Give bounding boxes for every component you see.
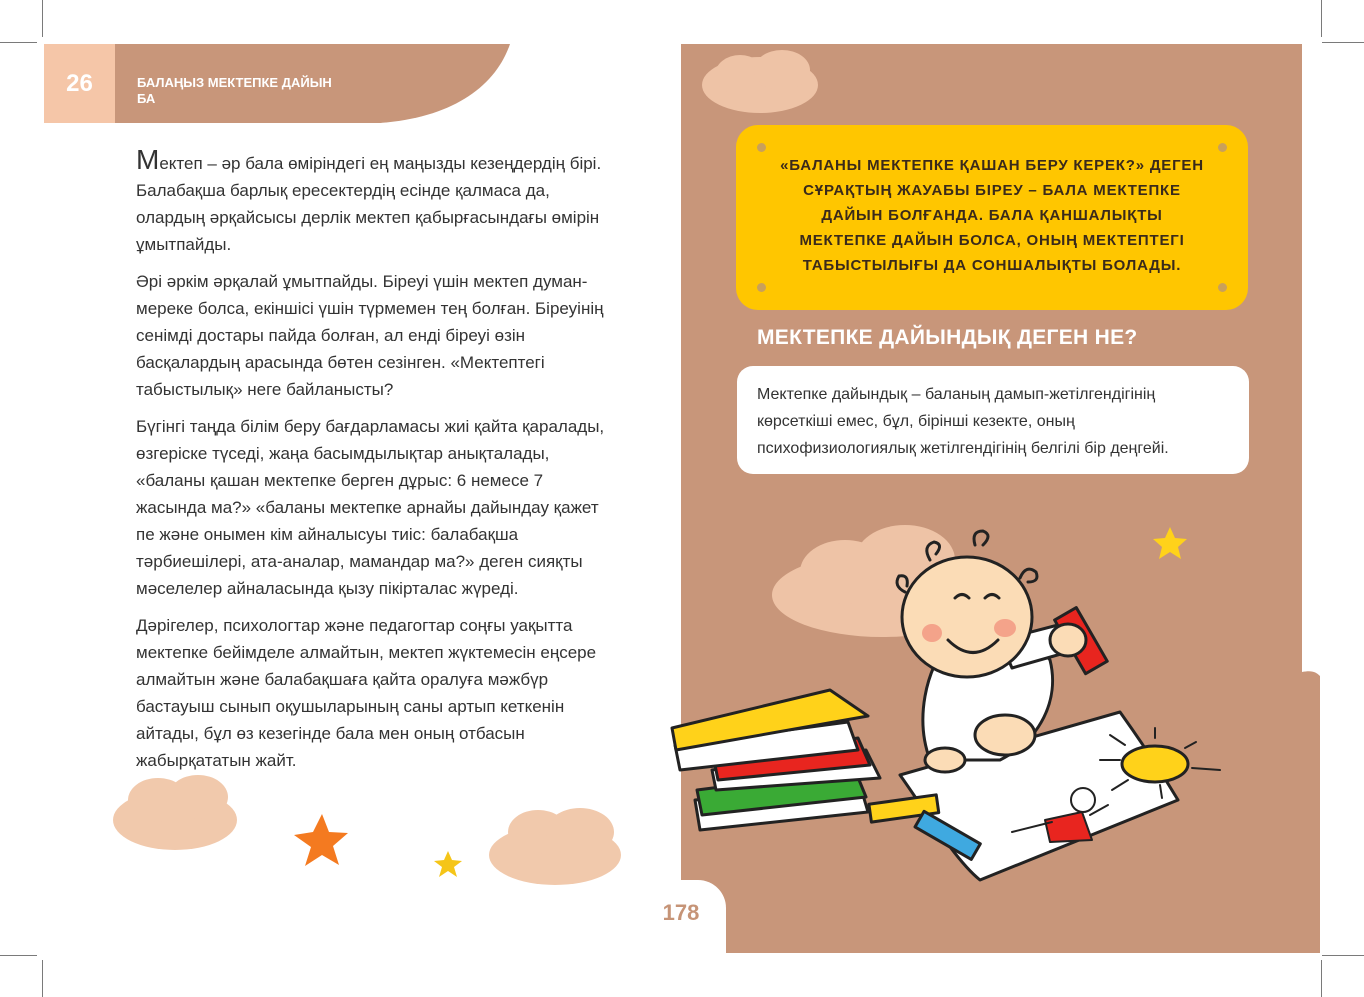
right-page-number: 178 <box>662 900 700 925</box>
rivet-icon <box>1218 283 1227 292</box>
section-heading: МЕКТЕПКЕ ДАЙЫНДЫҚ ДЕГЕН НЕ? <box>757 326 1138 349</box>
cloud-icon <box>489 808 621 885</box>
paragraph: Дәрігелер, психологтар және педагогтар соңғы уақытта мектепке бейімделе алмайтын, мектеп жүктемесін еңсере алмайтын және балабақшаға қайта оралуға мәжбүр бастауыш сынып оқушыларының саны артып кеткенін айтады, бұл өз кезегінде бала мен оның отбасын жабырқататын жайт. <box>136 616 597 770</box>
drop-cap: М <box>136 144 160 175</box>
cloud-icon <box>113 775 237 850</box>
rivet-icon <box>757 283 766 292</box>
paragraph-text: ектеп – әр бала өміріндегі ең маңызды кезеңдердің бірі. Балабақша барлық ересектердің есінде қалмаса да, олардың әрқайсысы дерлік мектеп қабырғасындағы өмірін ұмытпайды. <box>136 154 602 254</box>
star-icon <box>434 851 462 877</box>
rivet-icon <box>757 143 766 152</box>
quote-box <box>736 125 1248 310</box>
paragraph: Бүгінгі таңда білім беру бағдарламасы жиі қайта қаралады, өзгеріске түседі, жаңа басымдылықтар анықталады, «баланы қашан мектепке берген дұрыс: 6 немесе 7 жасында ма?» «баланы мектепке арнайы дайындау қажет пе және онымен кім айналысуы тиіс: балабақша тәрбиешілері, ата-аналар, мамандар ма?» деген сияқты мәселелер айналасында қызу пікірталас жүреді. <box>136 417 605 598</box>
paragraph: Әрі әркім әрқалай ұмытпайды. Біреуі үшін мектеп думан-мереке болса, екіншісі үшін түрмемен тең болған. Біреуінің сенімді достары пайда болған, ал енді біреуі өзін басқалардың арасында бөтен сезінген. «Мектептегі табыстылық» неге байланысты? <box>136 272 604 399</box>
definition-box <box>737 366 1249 474</box>
star-icon <box>294 814 348 866</box>
body-text <box>136 144 616 784</box>
running-header-title: БАЛАҢЫЗ МЕКТЕПКЕ ДАЙЫН БА <box>137 75 332 106</box>
definition-text: Мектепке дайындық – баланың дамып-жетілгендігінің көрсеткіші емес, бұл, біріншi кезекте, оның психофизиологиялық жетілгендігінің белгілі бір деңгейі. <box>757 386 1169 457</box>
left-page-number: 26 <box>44 44 115 123</box>
quote-text: «БАЛАНЫ МЕКТЕПКЕ ҚАШАН БЕРУ КЕРЕК?» ДЕГЕН СҰРАҚТЫҢ ЖАУАБЫ БІРЕУ – БАЛА МЕКТЕПКЕ ДАЙЫН БОЛҒАНДА. БАЛА ҚАНШАЛЫҚТЫ МЕКТЕПКЕ ДАЙЫН БОЛСА, ОНЫҢ МЕКТЕПТЕГІ ТАБЫСТЫЛЫҒЫ ДА СОНШАЛЫҚТЫ БОЛАДЫ. <box>780 157 1204 274</box>
rivet-icon <box>1218 143 1227 152</box>
paragraph <box>136 144 616 258</box>
